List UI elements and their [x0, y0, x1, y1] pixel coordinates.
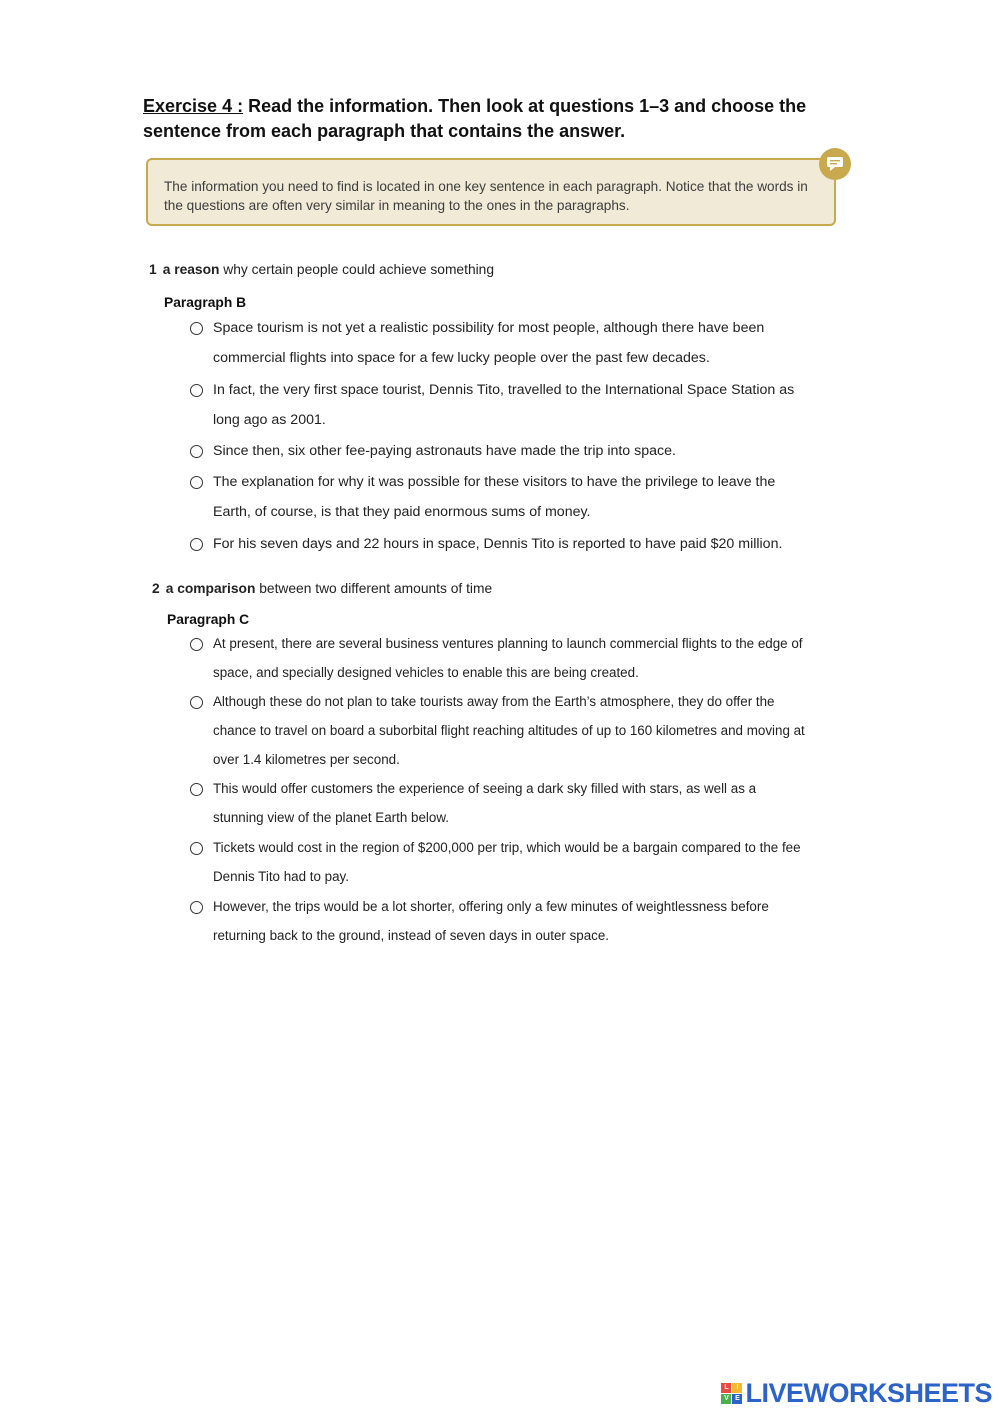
option-2a[interactable] [190, 636, 810, 687]
question-2-title [152, 581, 492, 596]
exercise-label: Exercise 4 : [143, 96, 244, 116]
option-text: Space tourism is not yet a realistic possibility for most people, although there have been commercial flights into space for a few lucky people over the past few decades. [213, 320, 765, 366]
option-1b[interactable] [190, 382, 810, 435]
logo-grid-icon [721, 1383, 742, 1404]
option-text: In fact, the very first space tourist, Dennis Tito, travelled to the International Space Station as long ago as 2001. [213, 382, 795, 428]
logo-text: LIVEWORKSHEETS [745, 1378, 992, 1408]
question-1-title [149, 262, 494, 277]
option-text: Tickets would cost in the region of $200,000 per trip, which would be a bargain compared to the fee Dennis Tito had to pay. [213, 840, 801, 884]
question-keyword: a comparison [165, 581, 256, 596]
question-number: 2 [152, 581, 160, 596]
paragraph-c-label: Paragraph C [167, 612, 250, 627]
radio-button[interactable] [190, 783, 203, 796]
option-2b[interactable] [190, 694, 810, 774]
radio-button[interactable] [190, 538, 203, 551]
option-2c[interactable] [190, 781, 810, 832]
option-1a[interactable] [190, 320, 810, 373]
option-text: Since then, six other fee-paying astronauts have made the trip into space. [213, 443, 676, 459]
option-text: The explanation for why it was possible for these visitors to have the privilege to leave the Earth, of course, is that they paid enormous sums of money. [213, 474, 776, 520]
option-1c[interactable] [190, 443, 810, 466]
question-text: between two different amounts of time [255, 581, 493, 596]
radio-button[interactable] [190, 901, 203, 914]
option-text: For his seven days and 22 hours in space, Dennis Tito is reported to have paid $20 million. [213, 536, 783, 552]
logo-letter: V [721, 1394, 731, 1404]
radio-button[interactable] [190, 476, 203, 489]
radio-button[interactable] [190, 322, 203, 335]
tip-text: The information you need to find is located in one key sentence in each paragraph. Notice that the words in the questions are often very similar in meaning to the ones in the paragraphs. [164, 179, 808, 213]
question-number: 1 [149, 262, 157, 277]
option-1d[interactable] [190, 474, 810, 527]
tip-box [146, 158, 836, 226]
radio-button[interactable] [190, 384, 203, 397]
question-text: why certain people could achieve something [219, 262, 495, 277]
option-text: However, the trips would be a lot shorter, offering only a few minutes of weightlessness before returning back to the ground, instead of seven days in outer space. [213, 899, 769, 943]
radio-button[interactable] [190, 842, 203, 855]
option-text: This would offer customers the experience of seeing a dark sky filled with stars, as well as a stunning view of the planet Earth below. [213, 781, 757, 825]
liveworksheets-logo [721, 1378, 992, 1409]
radio-button[interactable] [190, 638, 203, 651]
logo-letter: E [732, 1394, 742, 1404]
exercise-instruction: Read the information. Then look at questions 1–3 and choose the sentence from each paragraph that contains the answer. [143, 96, 807, 141]
comment-icon [819, 148, 851, 180]
logo-letter: I [732, 1383, 742, 1393]
logo-letter: L [721, 1383, 731, 1393]
option-text: At present, there are several business ventures planning to launch commercial flights to the edge of space, and specially designed vehicles to enable this are being created. [213, 636, 803, 680]
option-2d[interactable] [190, 840, 810, 891]
radio-button[interactable] [190, 445, 203, 458]
option-1e[interactable] [190, 536, 810, 559]
question-keyword: a reason [162, 262, 220, 277]
option-2e[interactable] [190, 899, 810, 950]
option-text: Although these do not plan to take tourists away from the Earth’s atmosphere, they do offer the chance to travel on board a suborbital flight reaching altitudes of up to 160 kilometres and moving at over 1.4 kilometres per second. [213, 694, 805, 767]
radio-button[interactable] [190, 696, 203, 709]
paragraph-b-label: Paragraph B [164, 295, 247, 310]
exercise-heading [143, 94, 843, 144]
